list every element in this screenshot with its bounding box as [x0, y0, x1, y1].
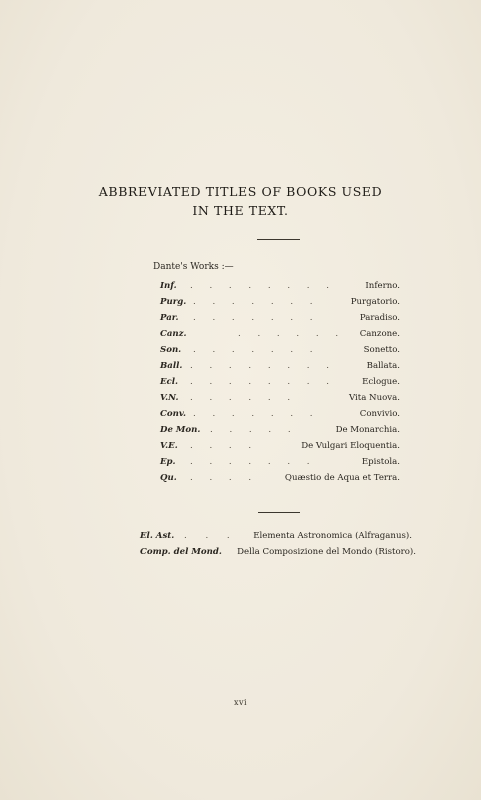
entry-title: Purgatorio. [350, 297, 400, 307]
entry-title: Convivio. [359, 409, 400, 419]
leader-dots: . . . . [190, 441, 259, 451]
leader-dots: . . . . . . . [190, 457, 317, 467]
leader-dots: . . . . . . . [193, 345, 320, 355]
entry-title: Ballata. [366, 361, 400, 371]
section-heading: Dante's Works :— [153, 262, 234, 272]
list-item [160, 440, 400, 452]
entry-abbreviation: De Mon. [160, 425, 201, 435]
entry-title: Canzone. [359, 329, 400, 339]
entry-abbreviation: Son. [160, 345, 182, 355]
entry-title: Elementa Astronomica (Alfraganus). [253, 531, 412, 541]
leader-dots: . . . [184, 531, 238, 541]
leader-dots: . . . . . . [190, 393, 298, 403]
list-item [160, 344, 400, 356]
leader-dots: . . . . [190, 473, 259, 483]
page-title-line-1: ABBREVIATED TITLES OF BOOKS USED [98, 184, 383, 199]
entry-abbreviation: Purg. [160, 297, 187, 307]
leader-dots: . . . . . [210, 425, 298, 435]
entry-abbreviation: V.N. [160, 393, 179, 403]
entry-abbreviation: Canz. [160, 329, 187, 339]
list-item [160, 280, 400, 292]
page-number: xvi [233, 698, 248, 707]
entry-title: Della Composizione del Mondo (Ristoro). [237, 547, 416, 557]
leader-dots: . . . . . . . . [190, 377, 336, 387]
entry-title: Inferno. [365, 281, 400, 291]
entry-title: De Vulgari Eloquentia. [301, 441, 400, 451]
entry-abbreviation: Qu. [160, 473, 177, 483]
section-divider [258, 512, 300, 513]
title-divider [257, 239, 300, 240]
entry-abbreviation: V.E. [160, 441, 178, 451]
list-item [160, 408, 400, 420]
entry-title: Vita Nuova. [348, 393, 400, 403]
leader-dots: . . . . . . . [193, 297, 320, 307]
entry-abbreviation: Ecl. [160, 377, 179, 387]
leader-dots: . . . . . . . . [190, 361, 336, 371]
entry-abbreviation: Ball. [160, 361, 183, 371]
list-item [140, 546, 416, 558]
list-item [140, 530, 412, 542]
entry-title: De Monarchia. [335, 425, 400, 435]
list-item [160, 376, 400, 388]
list-item [160, 424, 400, 436]
entry-title: Quæstio de Aqua et Terra. [284, 473, 400, 483]
list-item [160, 296, 400, 308]
entry-title: Eclogue. [362, 377, 400, 387]
entry-abbreviation: Inf. [160, 281, 177, 291]
entry-abbreviation: Ep. [160, 457, 176, 467]
leader-dots: . . . . . . . . [190, 281, 336, 291]
leader-dots: . . . . . . . [193, 313, 320, 323]
entry-title: Paradiso. [359, 313, 400, 323]
list-item [160, 360, 400, 372]
entry-abbreviation: El. Ast. [140, 531, 175, 541]
entry-abbreviation: Comp. del Mond. [140, 547, 222, 557]
list-item [160, 328, 400, 340]
leader-dots: . . . . . . . [193, 409, 320, 419]
leader-dots: . . . . . . [238, 329, 346, 339]
entry-title: Sonetto. [363, 345, 400, 355]
list-item [160, 456, 400, 468]
list-item [160, 392, 400, 404]
entry-abbreviation: Conv. [160, 409, 186, 419]
page-title-line-2: IN THE TEXT. [192, 203, 289, 218]
entry-abbreviation: Par. [160, 313, 179, 323]
list-item [160, 472, 400, 484]
entry-title: Epistola. [361, 457, 400, 467]
list-item [160, 312, 400, 324]
